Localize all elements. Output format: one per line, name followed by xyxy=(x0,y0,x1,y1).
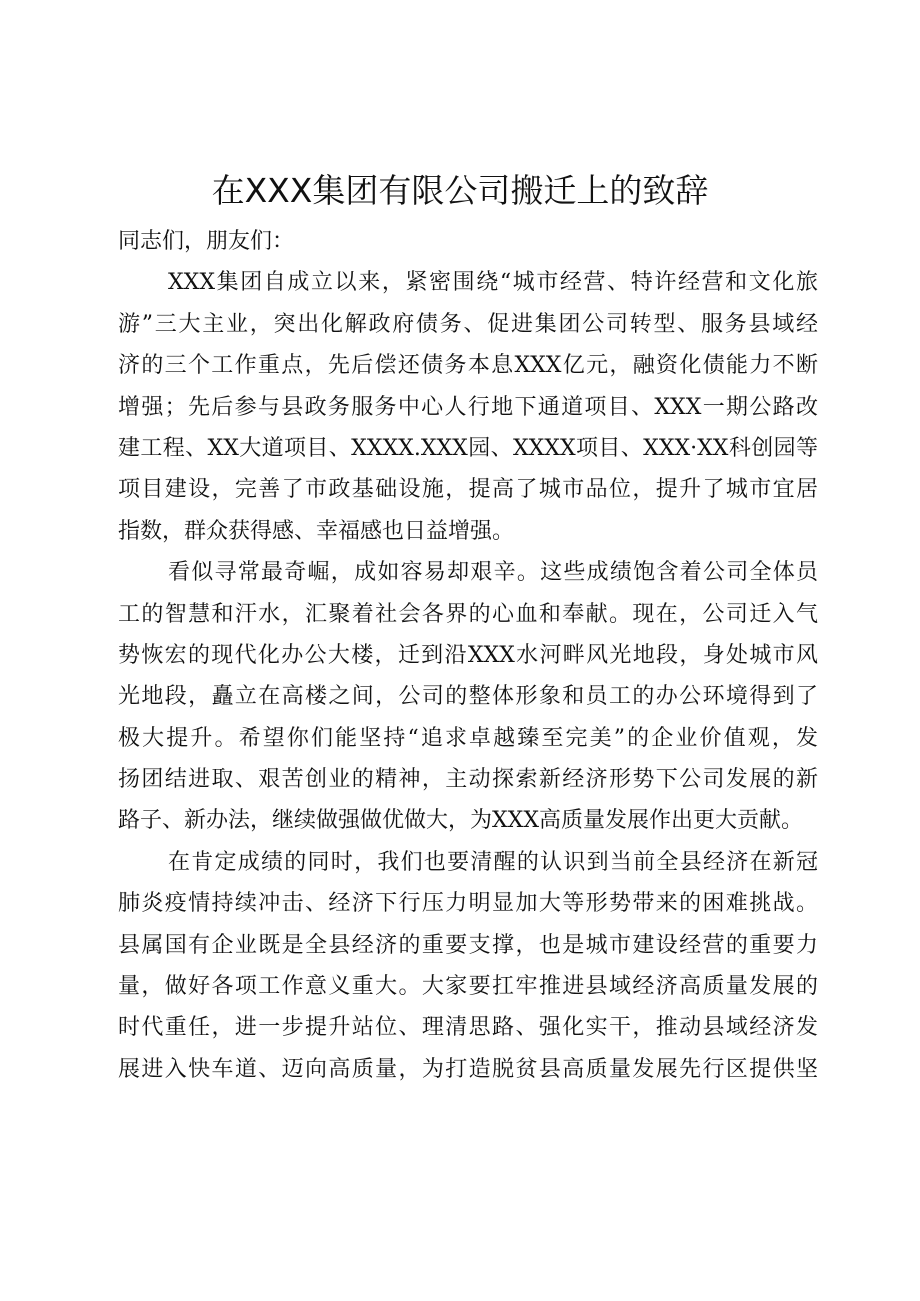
paragraph-2 xyxy=(118,552,818,842)
paragraph-line: 量，做好各项工作意义重大。大家要扛牢推进县域经济高质量发展的 xyxy=(118,974,818,1000)
paragraph-line: 游”三大主业，突出化解政府债务、促进集团公司转型、服务县域经 xyxy=(118,311,818,337)
paragraph-line: 县属国有企业既是全县经济的重要支撑，也是城市建设经营的重要力 xyxy=(118,932,818,958)
paragraph-line: 扬团结进取、艰苦创业的精神，主动探索新经济形势下公司发展的新 xyxy=(118,767,818,793)
paragraph-3 xyxy=(118,842,818,1090)
paragraph-line: 肺炎疫情持续冲击、经济下行压力明显加大等形势带来的困难挑战。 xyxy=(118,891,818,917)
paragraph-line: 工的智慧和汗水，汇聚着社会各界的心血和奉献。现在，公司迁入气 xyxy=(118,601,818,627)
document-title: 在XXX集团有限公司搬迁上的致辞 xyxy=(211,171,709,210)
paragraph-line: 展进入快车道、迈向高质量，为打造脱贫县高质量发展先行区提供坚 xyxy=(118,1056,818,1082)
paragraph-line: 路子、新办法，继续做强做优做大，为XXX高质量发展作出更大贡献。 xyxy=(118,808,803,834)
paragraph-line: XXX集团自成立以来，紧密围绕“城市经营、特许经营和文化旅 xyxy=(168,270,818,296)
paragraph-line: 势恢宏的现代化办公大楼，迁到沿XXX水河畔风光地段，身处城市风 xyxy=(118,642,818,668)
paragraph-line: 增强；先后参与县政务服务中心人行地下通道项目、XXX一期公路改 xyxy=(118,394,818,420)
paragraph-line: 建工程、XX大道项目、XXXX.XXX园、XXXX项目、XXX·XX科创园等 xyxy=(118,435,818,461)
paragraph-line: 指数，群众获得感、幸福感也日益增强。 xyxy=(118,518,515,544)
paragraph-line: 光地段，矗立在高楼之间，公司的整体形象和员工的办公环境得到了 xyxy=(118,684,818,710)
paragraph-line: 项目建设，完善了市政基础设施，提高了城市品位，提升了城市宜居 xyxy=(118,477,818,503)
greeting-line: 同志们，朋友们： xyxy=(118,229,295,254)
paragraph-line: 在肯定成绩的同时，我们也要清醒的认识到当前全县经济在新冠 xyxy=(168,849,818,875)
paragraph-1 xyxy=(118,262,818,552)
paragraph-line: 看似寻常最奇崛，成如容易却艰辛。这些成绩饱含着公司全体员 xyxy=(168,560,818,586)
paragraph-line: 极大提升。希望你们能坚持“追求卓越臻至完美”的企业价值观，发 xyxy=(118,725,818,751)
paragraph-line: 济的三个工作重点，先后偿还债务本息XXX亿元，融资化债能力不断 xyxy=(118,353,818,379)
document-body xyxy=(118,221,818,1090)
paragraph-line: 时代重任，进一步提升站位、理清思路、强化实干，推动县域经济发 xyxy=(118,1015,818,1041)
